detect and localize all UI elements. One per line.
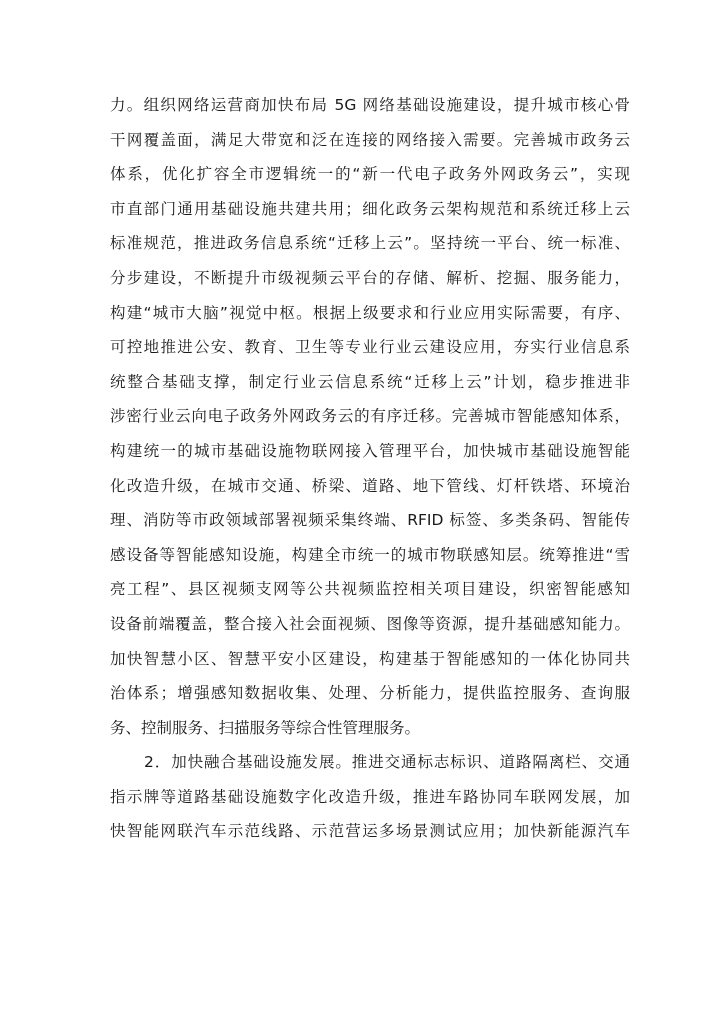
text-line: 分步建设，不断提升市级视频云平台的存储、解析、挖掘、服务能力，	[110, 268, 630, 287]
body-text	[110, 88, 630, 849]
text-line: 感设备等智能感知设施，构建全市统一的城市物联感知层。统筹推进“雪	[110, 545, 630, 564]
text-line: 体系，优化扩容全市逻辑统一的“新一代电子政务外网政务云”，实现	[110, 165, 630, 184]
text-line: 加快智慧小区、智慧平安小区建设，构建基于智能感知的一体化协同共	[110, 649, 630, 668]
text-line: 治体系；增强感知数据收集、处理、分析能力，提供监控服务、查询服	[110, 684, 630, 703]
text-line: 构建“城市大脑”视觉中枢。根据上级要求和行业应用实际需要，有序、	[110, 303, 630, 322]
text-line: 涉密行业云向电子政务外网政务云的有序迁移。完善城市智能感知体系，	[110, 407, 630, 426]
paragraph-end-line: 务、控制服务、扫描服务等综合性管理服务。	[110, 718, 421, 737]
text-line: 设备前端覆盖，整合接入社会面视频、图像等资源，提升基础感知能力。	[110, 614, 630, 633]
text-line: 干网覆盖面，满足大带宽和泛在连接的网络接入需要。完善城市政务云	[110, 130, 630, 149]
text-line: 亮工程”、县区视频支网等公共视频监控相关项目建设，织密智能感知	[110, 580, 630, 599]
text-line: 构建统一的城市基础设施物联网接入管理平台，加快城市基础设施智能	[110, 441, 630, 460]
text-line: 统整合基础支撑，制定行业云信息系统“迁移上云”计划，稳步推进非	[110, 372, 630, 391]
text-line: 力。组织网络运营商加快布局 5G 网络基础设施建设，提升城市核心骨	[110, 96, 630, 114]
text-line: 标准规范，推进政务信息系统“迁移上云”。坚持统一平台、统一标准、	[110, 234, 630, 253]
text-line: 理、消防等市政领域部署视频采集终端、RFID 标签、多类条码、智能传	[110, 511, 630, 530]
text-line: 化改造升级，在城市交通、桥梁、道路、地下管线、灯杆铁塔、环境治	[110, 476, 630, 495]
text-line: 可控地推进公安、教育、卫生等专业行业云建设应用，夯实行业信息系	[110, 338, 630, 357]
text-line: 指示牌等道路基础设施数字化改造升级，推进车路协同车联网发展，加	[110, 787, 630, 806]
section-2-first-line: 2．加快融合基础设施发展。推进交通标志标识、道路隔离栏、交通	[144, 753, 630, 772]
text-line: 快智能网联汽车示范线路、示范营运多场景测试应用；加快新能源汽车	[110, 822, 630, 841]
text-line: 市直部门通用基础设施共建共用；细化政务云架构规范和系统迁移上云	[110, 199, 630, 218]
